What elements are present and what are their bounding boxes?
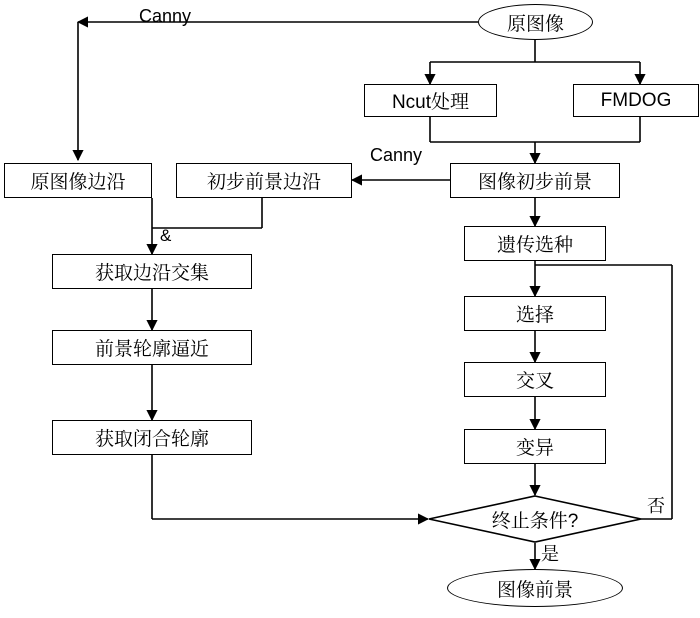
node-termination-condition-label: 终止条件? (491, 510, 579, 532)
node-initial-foreground-edge-label: 初步前景边沿 (206, 172, 321, 193)
node-initial-foreground-label: 图像初步前景 (477, 172, 592, 193)
node-initial-foreground-edge[interactable] (176, 163, 352, 198)
node-closed-contour[interactable] (52, 420, 252, 455)
node-edge-intersection[interactable] (52, 254, 252, 289)
node-image-foreground[interactable] (447, 569, 623, 607)
node-orig-image[interactable] (478, 4, 593, 40)
node-ncut-label: Ncut处理 (391, 92, 470, 113)
node-orig-image-label: 原图像 (506, 13, 564, 35)
node-edge-intersection-label: 获取边沿交集 (94, 263, 209, 284)
node-ncut[interactable] (364, 84, 497, 117)
node-closed-contour-label: 获取闭合轮廓 (94, 429, 209, 450)
edge-label-yes-branch: 是 (541, 544, 559, 564)
node-fmdog-label: FMDOG (600, 89, 672, 111)
node-orig-image-edge[interactable] (4, 163, 152, 198)
node-crossover-label: 交叉 (515, 371, 554, 392)
edge-label-canny-mid: Canny (370, 145, 423, 165)
node-image-foreground-label: 图像前景 (496, 579, 573, 601)
node-contour-approximation[interactable] (52, 330, 252, 365)
node-initial-foreground[interactable] (450, 163, 620, 198)
node-crossover[interactable] (464, 362, 606, 397)
node-selection[interactable] (464, 296, 606, 331)
node-genetic-seeding-label: 遗传选种 (496, 235, 573, 256)
node-selection-label: 选择 (515, 305, 554, 326)
node-genetic-seeding[interactable] (464, 226, 606, 261)
edge-label-canny-top: Canny (139, 6, 192, 26)
edge-label-and-operator: & (160, 226, 172, 245)
node-contour-approximation-label: 前景轮廓逼近 (94, 339, 209, 360)
node-orig-image-edge-label: 原图像边沿 (30, 172, 126, 193)
node-fmdog[interactable] (573, 84, 699, 117)
node-termination-condition[interactable] (428, 495, 642, 543)
edge-label-no-branch: 否 (647, 496, 665, 516)
node-mutation[interactable] (464, 429, 606, 464)
node-mutation-label: 变异 (515, 438, 554, 459)
